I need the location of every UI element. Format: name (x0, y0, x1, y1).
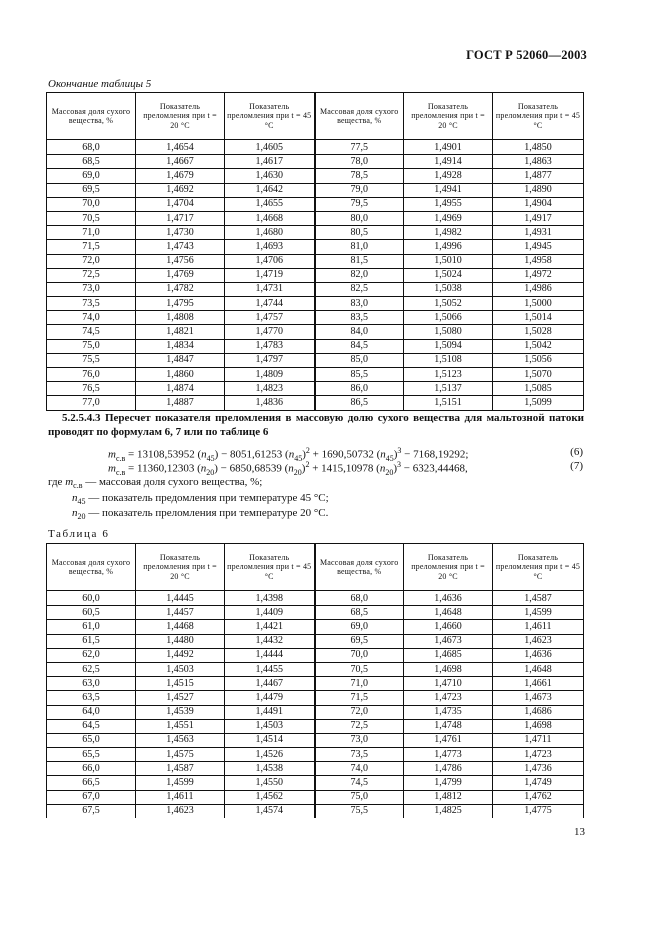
table-cell: 86,5 (315, 396, 404, 410)
table-row (47, 240, 584, 254)
table-cell: 1,5014 (493, 311, 584, 325)
table-cell: 1,4986 (493, 282, 584, 296)
table-cell: 1,5123 (404, 368, 493, 382)
table-cell: 79,5 (315, 197, 404, 211)
formula-6-number: (6) (570, 446, 583, 458)
table-row (47, 719, 584, 733)
table-cell: 1,4421 (225, 620, 315, 634)
table-cell: 1,4941 (404, 183, 493, 197)
table-cell: 72,0 (47, 254, 136, 268)
table-cell: 1,4514 (225, 733, 315, 747)
table-cell: 73,0 (315, 733, 404, 747)
table-cell: 1,4969 (404, 211, 493, 225)
table6-col-index-45: Показатель преломления при t = 45 °C (225, 544, 315, 591)
table-cell: 1,4409 (225, 606, 315, 620)
table6-col-index-20: Показатель преломления при t = 20 °C (136, 544, 225, 591)
table-cell: 75,0 (315, 790, 404, 804)
table-cell: 61,5 (47, 634, 136, 648)
table-cell: 1,5080 (404, 325, 493, 339)
table-cell: 65,5 (47, 748, 136, 762)
table-row (47, 691, 584, 705)
table-cell: 1,4698 (404, 662, 493, 676)
table-cell: 1,4526 (225, 748, 315, 762)
table-cell: 1,4809 (225, 368, 315, 382)
table-row (47, 211, 584, 225)
table-cell: 1,4623 (493, 634, 584, 648)
table-cell: 74,0 (47, 311, 136, 325)
table-cell: 84,0 (315, 325, 404, 339)
table5-col-index-20-2: Показатель преломления при t = 20 °C (404, 93, 493, 140)
table6-col-index-20-2: Показатель преломления при t = 20 °C (404, 544, 493, 591)
table-row (47, 662, 584, 676)
table-cell: 70,5 (47, 211, 136, 225)
table-row (47, 254, 584, 268)
table5-caption: Окончание таблицы 5 (48, 78, 152, 90)
table-cell: 1,4735 (404, 705, 493, 719)
table-row (47, 748, 584, 762)
table-row (47, 368, 584, 382)
table-row (47, 762, 584, 776)
table-row (47, 282, 584, 296)
table-row (47, 169, 584, 183)
table-cell: 66,0 (47, 762, 136, 776)
table-row (47, 620, 584, 634)
table-cell: 1,4890 (493, 183, 584, 197)
table-row (47, 790, 584, 804)
table-cell: 1,5070 (493, 368, 584, 382)
table-row (47, 733, 584, 747)
table-cell: 85,0 (315, 353, 404, 367)
table-cell: 1,4945 (493, 240, 584, 254)
table-cell: 1,4527 (136, 691, 225, 705)
table-cell: 1,4642 (225, 183, 315, 197)
table-cell: 1,4850 (493, 140, 584, 155)
table-cell: 1,5085 (493, 382, 584, 396)
table-row (47, 155, 584, 169)
table-cell: 64,0 (47, 705, 136, 719)
table-cell: 1,4914 (404, 155, 493, 169)
table-cell: 1,5024 (404, 268, 493, 282)
formula-7: $m_{с.в} = 11360,12303$ $(n_{20}) - 6850,68539$ $(n_{20})^2 + 1415,10978$ $(n_{20})^3 - 6323,44468$, (108, 460, 468, 477)
table-cell: 1,4783 (225, 339, 315, 353)
table-cell: 73,5 (315, 748, 404, 762)
table-cell: 73,5 (47, 297, 136, 311)
table5-col-index-45-2: Показатель преломления при t = 45 °C (493, 93, 584, 140)
table-row (47, 677, 584, 691)
table-cell: 1,4887 (136, 396, 225, 410)
table-row (47, 311, 584, 325)
table-cell: 1,4455 (225, 662, 315, 676)
table-cell: 1,4955 (404, 197, 493, 211)
table-cell: 1,4786 (404, 762, 493, 776)
table-cell: 1,4917 (493, 211, 584, 225)
table-cell: 1,4680 (225, 226, 315, 240)
table-cell: 1,4605 (225, 140, 315, 155)
table-row (47, 776, 584, 790)
table-cell: 1,4668 (225, 211, 315, 225)
table-cell: 1,4654 (136, 140, 225, 155)
table-cell: 65,0 (47, 733, 136, 747)
table-cell: 1,4770 (225, 325, 315, 339)
table-cell: 1,4539 (136, 705, 225, 719)
table-cell: 1,4503 (225, 719, 315, 733)
where-line-3: $n_{20}$ — показатель преломления при температуре 20 °С. (72, 507, 329, 522)
table-cell: 74,5 (315, 776, 404, 790)
table-cell: 81,0 (315, 240, 404, 254)
table-cell: 1,4491 (225, 705, 315, 719)
table-cell: 77,5 (315, 140, 404, 155)
table5-col-index-45: Показатель преломления при t = 45 °C (225, 93, 315, 140)
table-cell: 1,4679 (136, 169, 225, 183)
table-cell: 69,5 (315, 634, 404, 648)
table6-col-mass-fraction-2: Массовая доля сухого вещества, % (315, 544, 404, 591)
table-cell: 78,5 (315, 169, 404, 183)
table-cell: 1,4673 (493, 691, 584, 705)
table-cell: 1,4799 (404, 776, 493, 790)
table-cell: 1,4599 (136, 776, 225, 790)
table-cell: 1,4503 (136, 662, 225, 676)
table-cell: 71,0 (47, 226, 136, 240)
table-cell: 1,4756 (136, 254, 225, 268)
table-cell: 1,5099 (493, 396, 584, 410)
table6-caption: Таблица 6 (48, 528, 110, 540)
table-row (47, 197, 584, 211)
table-cell: 76,5 (47, 382, 136, 396)
table-cell: 1,4693 (225, 240, 315, 254)
table-cell: 62,5 (47, 662, 136, 676)
table-cell: 1,5056 (493, 353, 584, 367)
table-cell: 68,0 (47, 140, 136, 155)
table-cell: 1,4574 (225, 804, 315, 818)
table-cell: 75,5 (315, 804, 404, 818)
table-cell: 1,4874 (136, 382, 225, 396)
table-cell: 1,4863 (493, 155, 584, 169)
table-cell: 60,0 (47, 591, 136, 606)
table-cell: 67,0 (47, 790, 136, 804)
table6-col-mass-fraction: Массовая доля сухого вещества, % (47, 544, 136, 591)
table-cell: 67,5 (47, 804, 136, 818)
table-cell: 1,4958 (493, 254, 584, 268)
table-row (47, 183, 584, 197)
table-cell: 1,4928 (404, 169, 493, 183)
table-cell: 1,4782 (136, 282, 225, 296)
table-row (47, 353, 584, 367)
table-cell: 60,5 (47, 606, 136, 620)
table-cell: 1,4736 (493, 762, 584, 776)
table-cell: 1,4730 (136, 226, 225, 240)
table-cell: 1,5094 (404, 339, 493, 353)
table-cell: 1,4673 (404, 634, 493, 648)
table-row (47, 606, 584, 620)
table-cell: 1,4723 (404, 691, 493, 705)
table-cell: 1,5137 (404, 382, 493, 396)
table-cell: 1,4704 (136, 197, 225, 211)
table-cell: 70,0 (315, 648, 404, 662)
table-cell: 75,0 (47, 339, 136, 353)
table-cell: 1,5028 (493, 325, 584, 339)
table-cell: 74,5 (47, 325, 136, 339)
table-cell: 83,5 (315, 311, 404, 325)
table-cell: 1,4432 (225, 634, 315, 648)
table-cell: 79,0 (315, 183, 404, 197)
table-cell: 71,0 (315, 677, 404, 691)
table-cell: 1,4982 (404, 226, 493, 240)
table-cell: 1,4860 (136, 368, 225, 382)
table-cell: 1,4445 (136, 591, 225, 606)
table5-body (47, 140, 584, 411)
table-cell: 1,4823 (225, 382, 315, 396)
table-cell: 78,0 (315, 155, 404, 169)
table-cell: 1,4834 (136, 339, 225, 353)
table-cell: 1,4623 (136, 804, 225, 818)
table-cell: 1,4563 (136, 733, 225, 747)
table-cell: 1,4743 (136, 240, 225, 254)
table-cell: 69,5 (47, 183, 136, 197)
table-cell: 1,4723 (493, 748, 584, 762)
table-cell: 1,4797 (225, 353, 315, 367)
table-cell: 1,4836 (225, 396, 315, 410)
table-cell: 1,4812 (404, 790, 493, 804)
table-cell: 1,4587 (136, 762, 225, 776)
table-cell: 1,4611 (493, 620, 584, 634)
table-cell: 62,0 (47, 648, 136, 662)
table6-col-index-45-2: Показатель преломления при t = 45 °C (493, 544, 584, 591)
table-cell: 1,5108 (404, 353, 493, 367)
table-cell: 1,4821 (136, 325, 225, 339)
table-cell: 1,5066 (404, 311, 493, 325)
page-number: 13 (574, 826, 585, 838)
table-cell: 1,4575 (136, 748, 225, 762)
table-cell: 84,5 (315, 339, 404, 353)
table-cell: 1,4667 (136, 155, 225, 169)
table-cell: 1,4808 (136, 311, 225, 325)
table5-col-mass-fraction-2: Массовая доля сухого вещества, % (315, 93, 404, 140)
table-row (47, 226, 584, 240)
table-cell: 86,0 (315, 382, 404, 396)
table-cell: 1,4467 (225, 677, 315, 691)
table-cell: 1,4744 (225, 297, 315, 311)
table-cell: 1,4706 (225, 254, 315, 268)
table-cell: 1,4775 (493, 804, 584, 818)
table-cell: 80,5 (315, 226, 404, 240)
where-line-2: $n_{45}$ — показатель предомления при температуре 45 °С; (72, 492, 329, 507)
table-cell: 1,4562 (225, 790, 315, 804)
table-cell: 1,4711 (493, 733, 584, 747)
table-cell: 1,4710 (404, 677, 493, 691)
table-cell: 70,5 (315, 662, 404, 676)
table-cell: 1,4480 (136, 634, 225, 648)
table-cell: 72,5 (47, 268, 136, 282)
table-cell: 1,5151 (404, 396, 493, 410)
table-6 (46, 543, 584, 818)
table-row (47, 325, 584, 339)
table5-header-row (47, 93, 584, 140)
table5-col-mass-fraction: Массовая доля сухого вещества, % (47, 93, 136, 140)
table-cell: 68,5 (315, 606, 404, 620)
table-cell: 1,4617 (225, 155, 315, 169)
table-cell: 1,4901 (404, 140, 493, 155)
formula-7-number: (7) (570, 460, 583, 472)
table-cell: 69,0 (47, 169, 136, 183)
table-cell: 81,5 (315, 254, 404, 268)
table-cell: 73,0 (47, 282, 136, 296)
table-cell: 1,4719 (225, 268, 315, 282)
table-cell: 1,4972 (493, 268, 584, 282)
table-row (47, 140, 584, 155)
table-cell: 82,5 (315, 282, 404, 296)
table-cell: 71,5 (315, 691, 404, 705)
table-row (47, 634, 584, 648)
table-cell: 1,4762 (493, 790, 584, 804)
table-cell: 68,5 (47, 155, 136, 169)
table-cell: 1,4795 (136, 297, 225, 311)
table-cell: 69,0 (315, 620, 404, 634)
where-line-1: где $m_{с.в}$ — массовая доля сухого вещества, %; (48, 476, 263, 491)
table-cell: 1,4398 (225, 591, 315, 606)
document-header: ГОСТ Р 52060—2003 (466, 48, 587, 62)
table-cell: 1,4698 (493, 719, 584, 733)
table-cell: 1,4550 (225, 776, 315, 790)
section-5-2-5-4-3: 5.2.5.4.3 Пересчет показателя преломления в массовую долю сухого вещества для мальтозной патоки проводят по формулам 6, 7 или по таблице 6 (48, 412, 584, 438)
table-cell: 1,4648 (404, 606, 493, 620)
table-cell: 1,4492 (136, 648, 225, 662)
table-cell: 72,0 (315, 705, 404, 719)
table-cell: 66,5 (47, 776, 136, 790)
table-cell: 1,4538 (225, 762, 315, 776)
table-cell: 82,0 (315, 268, 404, 282)
table-cell: 76,0 (47, 368, 136, 382)
table-row (47, 705, 584, 719)
table-cell: 1,5010 (404, 254, 493, 268)
table-cell: 75,5 (47, 353, 136, 367)
table-cell: 1,4661 (493, 677, 584, 691)
table-cell: 83,0 (315, 297, 404, 311)
table-cell: 1,4468 (136, 620, 225, 634)
table-cell: 71,5 (47, 240, 136, 254)
table-cell: 1,5052 (404, 297, 493, 311)
table-cell: 1,4636 (493, 648, 584, 662)
table-cell: 74,0 (315, 762, 404, 776)
table-row (47, 648, 584, 662)
table-cell: 1,4660 (404, 620, 493, 634)
table-cell: 1,4904 (493, 197, 584, 211)
table-cell: 1,4444 (225, 648, 315, 662)
table6-body (47, 591, 584, 819)
table-cell: 1,5042 (493, 339, 584, 353)
table-cell: 63,0 (47, 677, 136, 691)
table-cell: 1,4731 (225, 282, 315, 296)
table-cell: 1,5038 (404, 282, 493, 296)
table-5 (46, 92, 584, 411)
table-cell: 1,5000 (493, 297, 584, 311)
table-cell: 1,4847 (136, 353, 225, 367)
table-cell: 1,4611 (136, 790, 225, 804)
table5-col-index-20: Показатель преломления при t = 20 °C (136, 93, 225, 140)
table-row (47, 268, 584, 282)
table-cell: 77,0 (47, 396, 136, 410)
table-cell: 1,4825 (404, 804, 493, 818)
table-cell: 1,4630 (225, 169, 315, 183)
table-cell: 1,4996 (404, 240, 493, 254)
table-cell: 1,4599 (493, 606, 584, 620)
table-cell: 1,4877 (493, 169, 584, 183)
table-cell: 1,4692 (136, 183, 225, 197)
formula-6: $m_{с.в} = 13108,53952$ $(n_{45}) - 8051,61253$ $(n_{45})^2 + 1690,50732$ $(n_{45})^3 - 7168,19292$; (108, 446, 469, 463)
table-cell: 1,4773 (404, 748, 493, 762)
table-cell: 1,4515 (136, 677, 225, 691)
table-row (47, 382, 584, 396)
table-cell: 1,4655 (225, 197, 315, 211)
table-cell: 80,0 (315, 211, 404, 225)
table-row (47, 297, 584, 311)
table-cell: 63,5 (47, 691, 136, 705)
table-cell: 61,0 (47, 620, 136, 634)
table-cell: 68,0 (315, 591, 404, 606)
table-cell: 1,4587 (493, 591, 584, 606)
table-row (47, 591, 584, 606)
table-cell: 1,4769 (136, 268, 225, 282)
table-cell: 1,4757 (225, 311, 315, 325)
table-cell: 1,4749 (493, 776, 584, 790)
table6-header-row (47, 544, 584, 591)
table-cell: 1,4686 (493, 705, 584, 719)
table-cell: 72,5 (315, 719, 404, 733)
table-cell: 1,4685 (404, 648, 493, 662)
table-cell: 1,4457 (136, 606, 225, 620)
table-cell: 85,5 (315, 368, 404, 382)
table-cell: 1,4636 (404, 591, 493, 606)
table-row (47, 396, 584, 410)
table-cell: 1,4479 (225, 691, 315, 705)
table-cell: 64,5 (47, 719, 136, 733)
table-cell: 1,4648 (493, 662, 584, 676)
table-cell: 70,0 (47, 197, 136, 211)
table-row (47, 339, 584, 353)
table-cell: 1,4551 (136, 719, 225, 733)
table-cell: 1,4717 (136, 211, 225, 225)
table-cell: 1,4931 (493, 226, 584, 240)
table-cell: 1,4761 (404, 733, 493, 747)
table-row (47, 804, 584, 818)
table-cell: 1,4748 (404, 719, 493, 733)
